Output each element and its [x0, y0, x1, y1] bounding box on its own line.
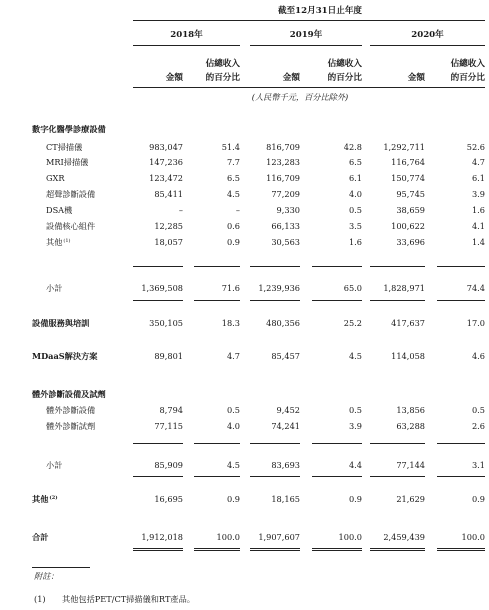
table-cell: 4.5: [226, 460, 240, 470]
table-cell: 0.5: [471, 405, 485, 415]
subtotal-rule: [250, 266, 300, 267]
row-label-text: MDaaS解決方案: [32, 351, 98, 361]
subtotal-bottom-rule: [250, 476, 300, 477]
year-header-2019: 2019年: [289, 30, 323, 40]
table-cell: 12,285: [154, 221, 183, 231]
table-cell: 4.5: [226, 189, 240, 199]
footnote-marker: (2): [49, 495, 58, 501]
table-cell: 7.7: [226, 157, 240, 167]
total-double-rule: [312, 548, 362, 549]
table-cell: 3.5: [348, 221, 362, 231]
table-cell: –: [235, 205, 240, 215]
table-cell: 71.6: [221, 283, 240, 293]
table-cell: 4.0: [226, 421, 240, 431]
amount-header-2020: 金額: [407, 73, 425, 83]
year-rule-2020: [370, 45, 485, 46]
subtotal-bottom-rule: [194, 476, 240, 477]
table-cell: 77,144: [396, 460, 425, 470]
table-cell: 100.0: [216, 532, 240, 542]
table-cell: 417,637: [391, 318, 425, 328]
subtotal-rule: [312, 443, 362, 444]
table-cell: 350,105: [149, 318, 183, 328]
total-double-rule: [194, 550, 240, 551]
row-label-text: 小計: [46, 283, 63, 293]
table-cell: 147,236: [149, 157, 183, 167]
table-cell: 4.6: [471, 351, 485, 361]
row-label: [32, 532, 48, 543]
year-header-2020: 2020年: [411, 30, 444, 40]
table-cell: 18,057: [154, 237, 183, 247]
table-cell: 1,292,711: [383, 142, 425, 152]
table-cell: 3.1: [471, 460, 485, 470]
table-cell: 2,459,439: [383, 532, 425, 542]
table-cell: 2.6: [471, 421, 485, 431]
table-cell: 480,356: [266, 318, 300, 328]
row-label: [46, 189, 95, 200]
table-cell: 0.9: [226, 237, 240, 247]
pct-header-2018-l2: 的百分比: [205, 73, 240, 83]
table-cell: 30,563: [271, 237, 300, 247]
table-cell: 85,411: [154, 189, 183, 199]
table-cell: 95,745: [396, 189, 425, 199]
total-double-rule: [312, 550, 362, 551]
row-label-text: GXR: [46, 173, 65, 183]
subtotal-bottom-rule: [133, 300, 183, 301]
table-cell: 65.0: [343, 283, 362, 293]
subtotal-rule: [370, 443, 425, 444]
table-cell: 100.0: [461, 532, 485, 542]
total-double-rule: [370, 550, 425, 551]
subtotal-bottom-rule: [370, 300, 425, 301]
year-rule-2019: [250, 45, 362, 46]
table-cell: 9,452: [276, 405, 300, 415]
pct-header-2020-l1: 佔總收入: [450, 59, 485, 69]
subtotal-bottom-rule: [312, 300, 362, 301]
table-cell: 63,288: [396, 421, 425, 431]
subtotal-bottom-rule: [370, 476, 425, 477]
unit-note: (人民幣千元，百分比除外): [251, 92, 349, 102]
table-cell: 74.4: [466, 283, 485, 293]
total-double-rule: [194, 548, 240, 549]
row-label: [46, 221, 95, 232]
table-cell: 66,133: [271, 221, 300, 231]
subtotal-bottom-rule: [437, 300, 485, 301]
table-cell: 6.5: [226, 173, 240, 183]
pct-header-2020-l2: 的百分比: [450, 73, 485, 83]
table-cell: 123,472: [149, 173, 183, 183]
row-label: [46, 237, 70, 248]
table-cell: 983,047: [149, 142, 183, 152]
row-label: [46, 421, 95, 432]
table-cell: 85,909: [154, 460, 183, 470]
table-cell: 1,912,018: [141, 532, 183, 542]
table-cell: 85,457: [271, 351, 300, 361]
table-cell: 100.0: [338, 532, 362, 542]
table-cell: 6.1: [471, 173, 485, 183]
table-cell: 18,165: [271, 494, 300, 504]
year-rule-2018: [133, 45, 240, 46]
row-label-text: DSA機: [46, 205, 73, 215]
subtotal-bottom-rule: [250, 300, 300, 301]
table-cell: 8,794: [159, 405, 183, 415]
table-cell: –: [178, 205, 183, 215]
table-cell: 0.5: [226, 405, 240, 415]
year-header-2018: 2018年: [170, 30, 203, 40]
row-label-text: 其他: [32, 494, 49, 504]
row-label-text: 設備核心組件: [46, 221, 96, 231]
table-cell: 1,369,508: [141, 283, 183, 293]
subtotal-rule: [437, 443, 485, 444]
period-header: 截至12月31日止年度: [277, 6, 363, 16]
pct-header-2019-l2: 的百分比: [327, 73, 362, 83]
subtotal-rule: [133, 443, 183, 444]
table-cell: 4.4: [348, 460, 362, 470]
table-cell: 4.7: [471, 157, 485, 167]
footnote-marker: (1): [63, 238, 71, 244]
row-label-text: 體外診斷試劑: [46, 421, 96, 431]
row-label-text: CT掃描儀: [46, 142, 83, 152]
table-cell: 51.4: [221, 142, 240, 152]
pct-header-2019-l1: 佔總收入: [327, 59, 362, 69]
subtotal-bottom-rule: [194, 300, 240, 301]
table-cell: 9,330: [276, 205, 300, 215]
row-label: [46, 205, 72, 216]
row-label: [46, 173, 65, 183]
table-cell: 0.5: [348, 405, 362, 415]
table-cell: 0.6: [226, 221, 240, 231]
table-cell: 4.7: [226, 351, 240, 361]
table-cell: 1,907,607: [258, 532, 300, 542]
table-cell: 100,622: [391, 221, 425, 231]
row-label-text: MRI掃描儀: [46, 157, 89, 167]
table-cell: 38,659: [396, 205, 425, 215]
table-cell: 116,709: [266, 173, 300, 183]
table-cell: 150,774: [391, 173, 425, 183]
table-cell: 0.9: [348, 494, 362, 504]
table-cell: 0.5: [348, 205, 362, 215]
table-cell: 114,058: [391, 351, 425, 361]
table-cell: 1.4: [471, 237, 485, 247]
row-label: [32, 494, 58, 505]
row-label-text: 設備服務與培訓: [32, 318, 90, 328]
subtotal-rule: [437, 266, 485, 267]
note-1-marker: (1): [34, 594, 46, 604]
row-label-text: 合計: [32, 532, 49, 542]
row-label: [46, 460, 62, 471]
subtotal-rule: [250, 443, 300, 444]
table-cell: 3.9: [471, 189, 485, 199]
row-label: [32, 389, 106, 400]
table-cell: 25.2: [343, 318, 362, 328]
table-cell: 116,764: [391, 157, 425, 167]
table-cell: 3.9: [348, 421, 362, 431]
table-cell: 4.1: [471, 221, 485, 231]
table-cell: 17.0: [466, 318, 485, 328]
total-double-rule: [370, 548, 425, 549]
table-cell: 4.5: [348, 351, 362, 361]
table-cell: 1.6: [348, 237, 362, 247]
subtotal-rule: [370, 266, 425, 267]
table-cell: 18.3: [221, 318, 240, 328]
subheader-rule: [133, 87, 485, 88]
row-label-text: 其他: [46, 237, 63, 247]
table-cell: 0.9: [226, 494, 240, 504]
total-double-rule: [133, 550, 183, 551]
subtotal-rule: [312, 266, 362, 267]
subtotal-bottom-rule: [133, 476, 183, 477]
pct-header-2018-l1: 佔總收入: [205, 59, 240, 69]
table-cell: 77,209: [271, 189, 300, 199]
table-cell: 6.1: [348, 173, 362, 183]
row-label: [46, 283, 62, 294]
row-label-text: 體外診斷設備及試劑: [32, 389, 106, 399]
row-label: [32, 318, 89, 329]
amount-header-2018: 金額: [165, 73, 183, 83]
total-double-rule: [250, 548, 300, 549]
table-cell: 16,695: [154, 494, 183, 504]
total-double-rule: [250, 550, 300, 551]
table-cell: 89,801: [154, 351, 183, 361]
table-cell: 83,693: [271, 460, 300, 470]
period-rule: [133, 20, 485, 21]
table-cell: 123,283: [266, 157, 300, 167]
table-cell: 42.8: [343, 142, 362, 152]
table-cell: 0.9: [471, 494, 485, 504]
amount-header-2019: 金額: [282, 73, 300, 83]
table-cell: 77,115: [154, 421, 183, 431]
footnote-rule: [32, 567, 90, 568]
notes-heading: 附註：: [34, 571, 59, 581]
table-cell: 816,709: [266, 142, 300, 152]
table-cell: 6.5: [348, 157, 362, 167]
subtotal-bottom-rule: [312, 476, 362, 477]
row-label: [46, 157, 88, 168]
subtotal-rule: [194, 443, 240, 444]
table-cell: 1.6: [471, 205, 485, 215]
row-label: [32, 351, 97, 362]
note-1-text: 其他包括PET/CT掃描儀和RT產品。: [62, 594, 195, 604]
table-cell: 4.0: [348, 189, 362, 199]
subtotal-bottom-rule: [437, 476, 485, 477]
row-label: [46, 405, 95, 416]
total-double-rule: [437, 550, 485, 551]
row-label-text: 小計: [46, 460, 63, 470]
table-cell: 21,629: [396, 494, 425, 504]
table-cell: 13,856: [396, 405, 425, 415]
table-cell: 1,239,936: [258, 283, 300, 293]
table-cell: 1,828,971: [383, 283, 425, 293]
table-cell: 52.6: [466, 142, 485, 152]
total-double-rule: [437, 548, 485, 549]
subtotal-rule: [194, 266, 240, 267]
table-cell: 33,696: [396, 237, 425, 247]
total-double-rule: [133, 548, 183, 549]
row-label-text: 數字化醫學診療設備: [32, 124, 106, 134]
subtotal-rule: [133, 266, 183, 267]
row-label-text: 超聲診斷設備: [46, 189, 96, 199]
row-label: [32, 124, 106, 135]
row-label-text: 體外診斷設備: [46, 405, 96, 415]
row-label: [46, 142, 82, 153]
table-cell: 74,241: [271, 421, 300, 431]
